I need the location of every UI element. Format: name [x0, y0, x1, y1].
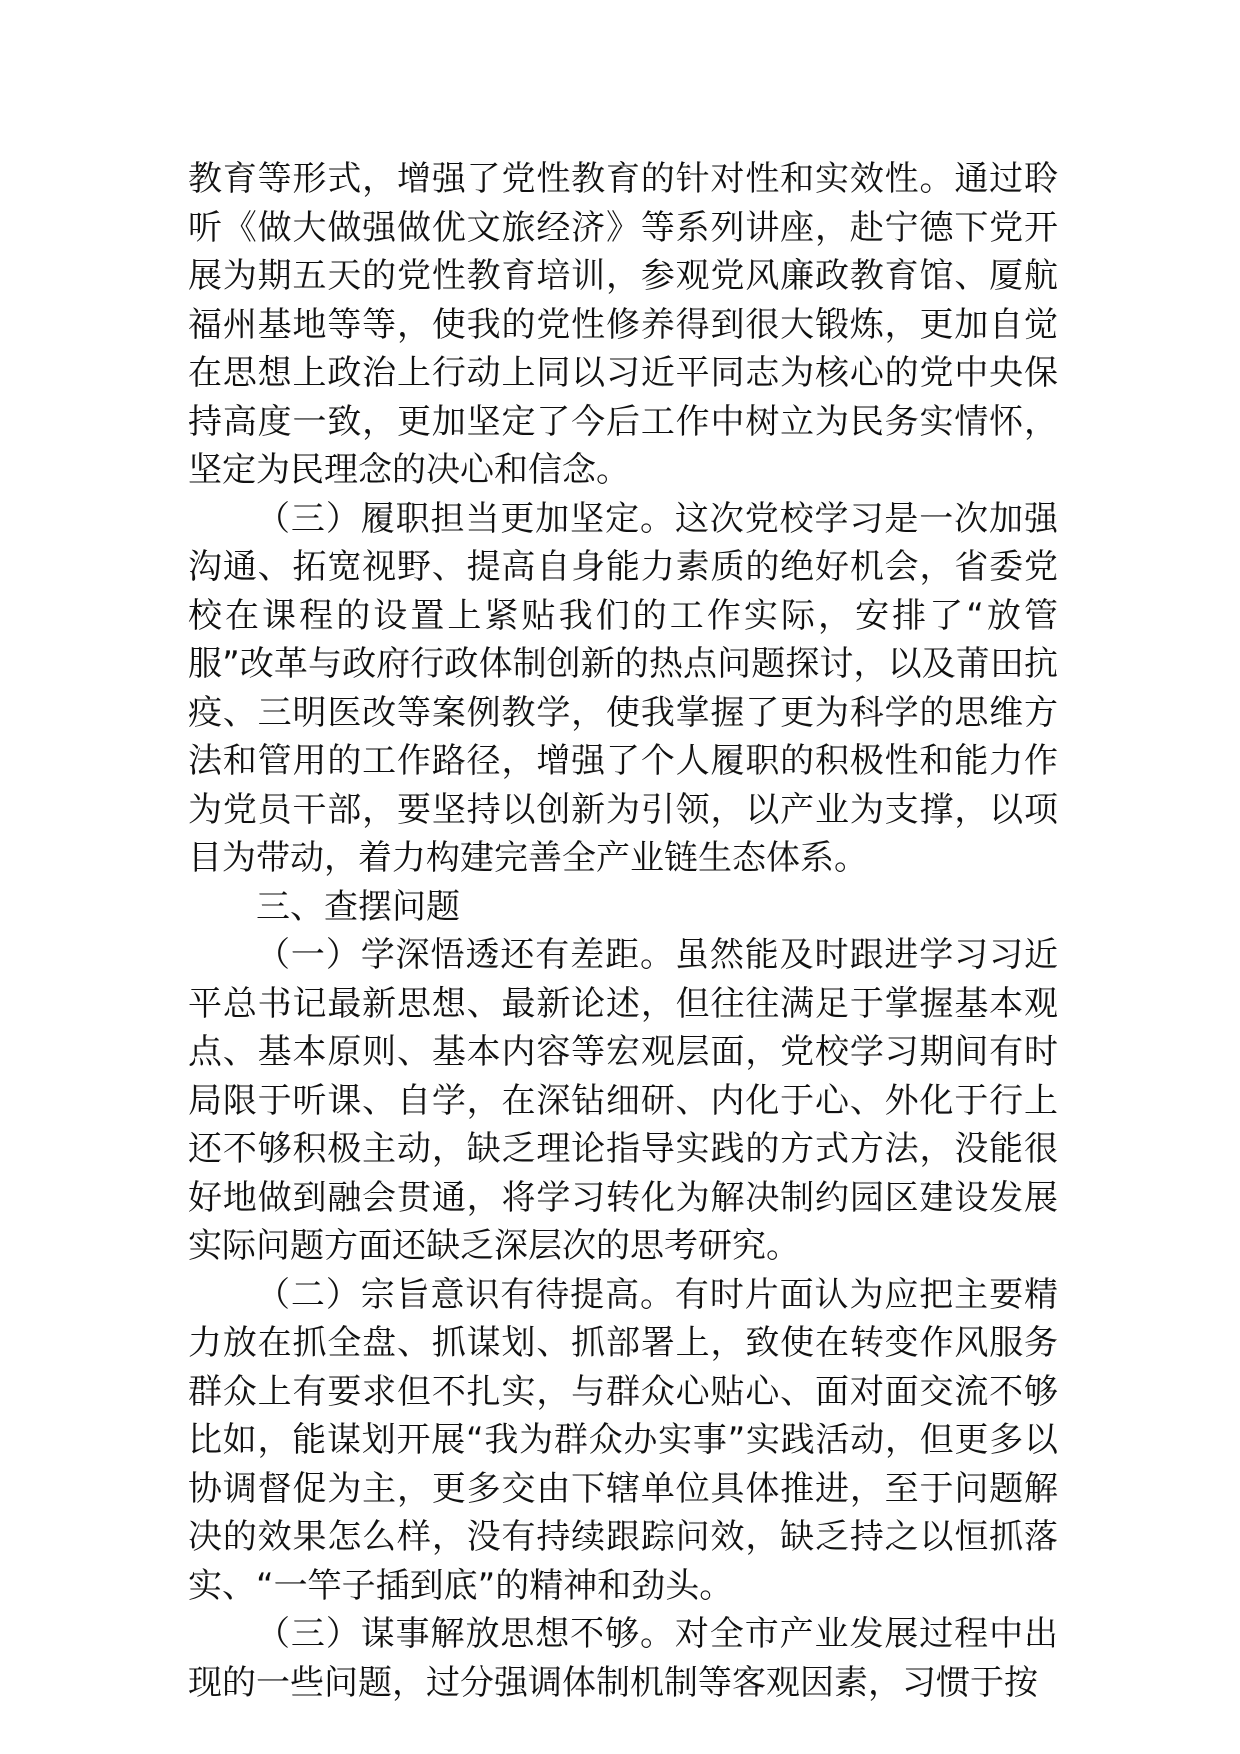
paragraph-6: （三）谋事解放思想不够。对全市产业发展过程中出现的一些问题，过分强调体制机制等客观因素，习惯于按 — [188, 1614, 1058, 1703]
paragraph-1: 教育等形式，增强了党性教育的针对性和实效性。通过聆听《做大做强做优文旅经济》等系列讲座，赴宁德下党开展为期五天的党性教育培训，参观党风廉政教育馆、厦航福州基地等等，使我的党性修养得到很大锻炼，更加自觉在思想上政治上行动上同以习近平同志为核心的党中央保持高度一致，更加坚定了今后工作中树立为民务实情怀，坚定为民理念的决心和信念。 — [188, 159, 1058, 490]
paragraph-4: （一）学深悟透还有差距。虽然能及时跟进学习习近平总书记最新思想、最新论述，但往往满足于掌握基本观点、基本原则、基本内容等宏观层面，党校学习期间有时局限于听课、自学，在深钻细研、内化于心、外化于行上还不够积极主动，缺乏理论指导实践的方式方法，没能很好地做到融会贯通，将学习转化为解决制约园区建设发展实际问题方面还缺乏深层次的思考研究。 — [188, 935, 1058, 1266]
paragraph-5: （二）宗旨意识有待提高。有时片面认为应把主要精力放在抓全盘、抓谋划、抓部署上，致使在转变作风服务群众上有要求但不扎实，与群众心贴心、面对面交流不够比如，能谋划开展“我为群众办实事”实践活动，但更多以协调督促为主，更多交由下辖单位具体推进，至于问题解决的效果怎么样，没有持续跟踪问效，缺乏持之以恒抓落实、“一竿子插到底”的精神和劲头。 — [188, 1274, 1058, 1606]
document-body — [188, 155, 1058, 1707]
paragraph-2: （三）履职担当更加坚定。这次党校学习是一次加强沟通、拓宽视野、提高自身能力素质的绝好机会，省委党校在课程的设置上紧贴我们的工作实际，安排了“放管服”改革与政府行政体制创新的热点问题探讨，以及莆田抗疫、三明医改等案例教学，使我掌握了更为科学的思维方法和管用的工作路径，增强了个人履职的积极性和能力作为党员干部，要坚持以创新为引领，以产业为支撑，以项目为带动，着力构建完善全产业链生态体系。 — [188, 498, 1058, 878]
section-heading-3: 三、查摆问题 — [256, 886, 460, 927]
